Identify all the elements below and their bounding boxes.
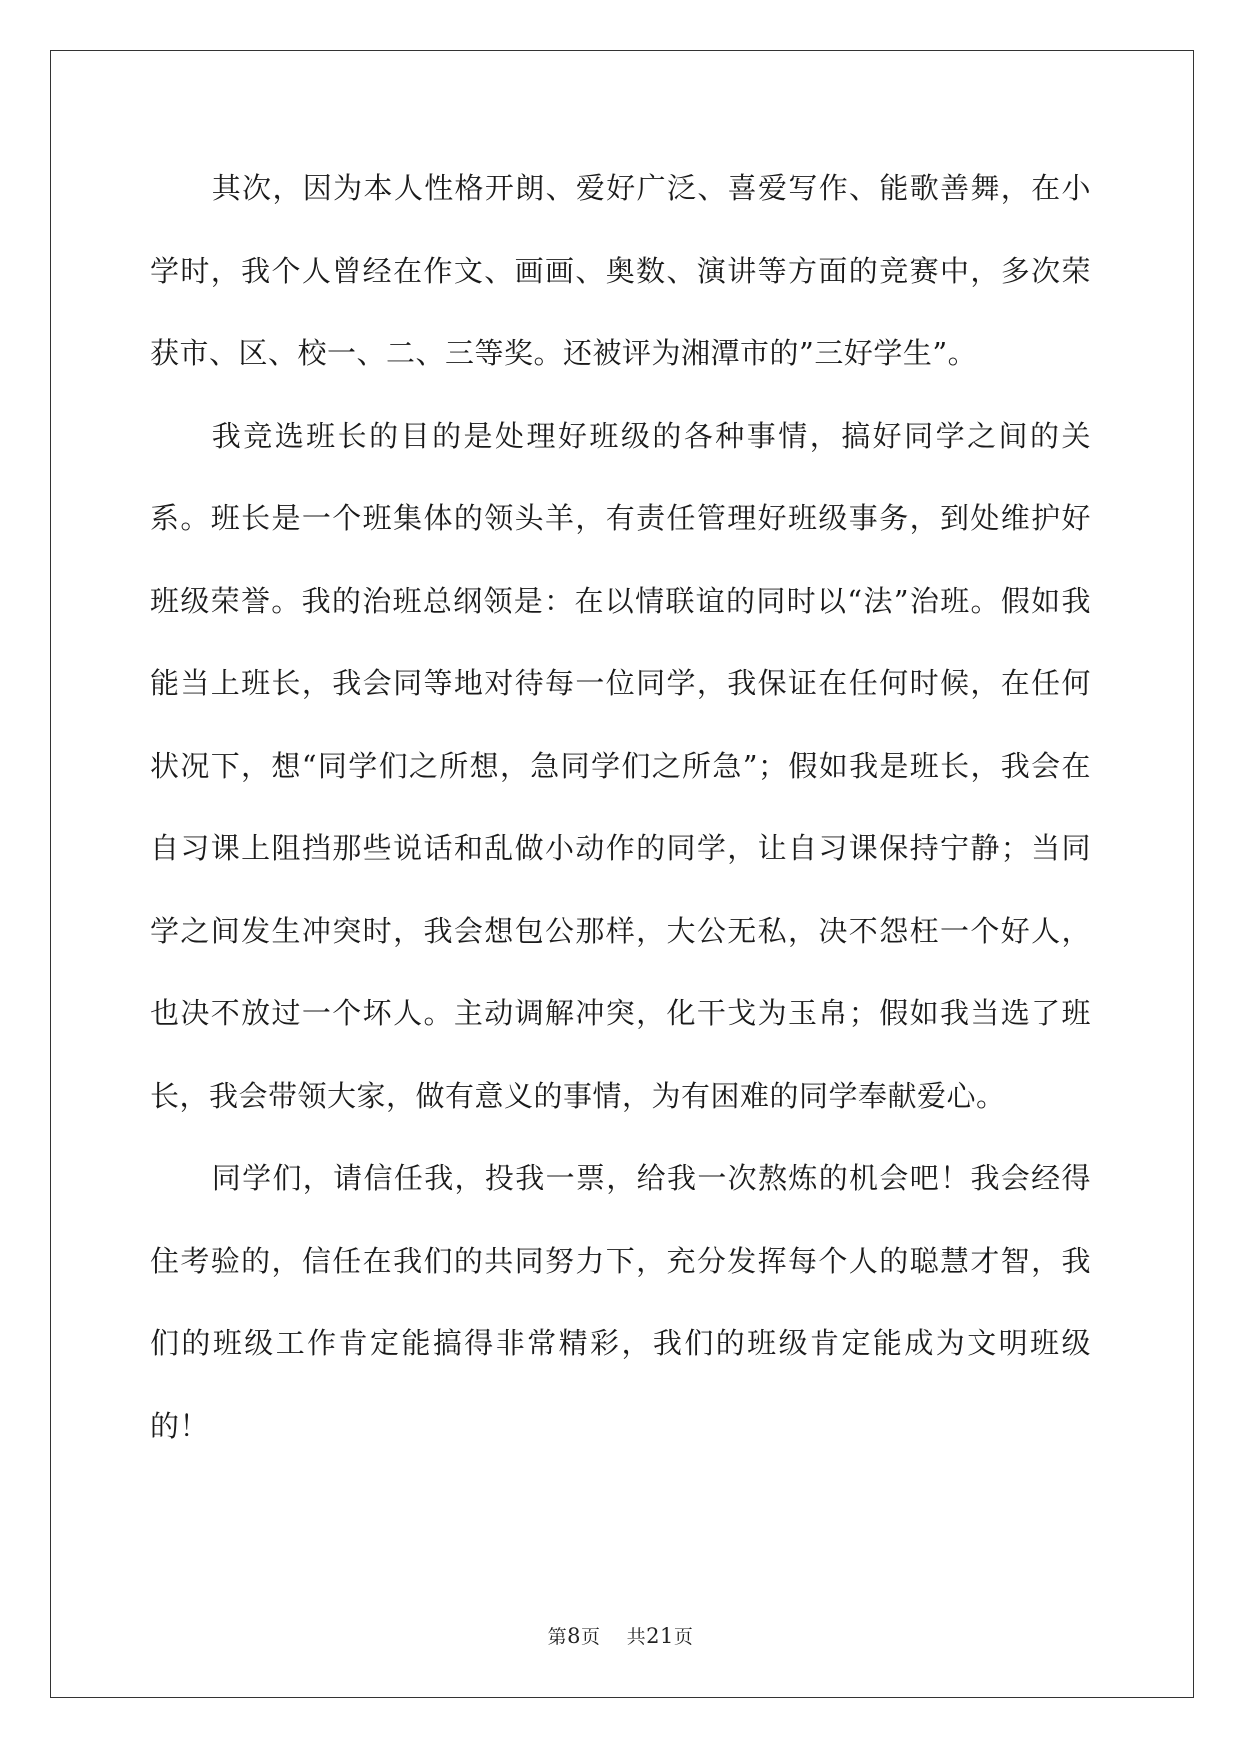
page-footer <box>0 1622 1241 1649</box>
document-body <box>150 147 1091 1467</box>
total-suffix: 页 <box>673 1626 694 1648</box>
page-suffix: 页 <box>580 1626 601 1648</box>
total-page-number: 21 <box>646 1624 674 1648</box>
current-page-number: 8 <box>567 1624 581 1648</box>
total-prefix: 共 <box>626 1626 647 1648</box>
page-prefix: 第 <box>547 1626 568 1648</box>
paragraph-3: 同学们，请信任我，投我一票，给我一次熬炼的机会吧！我会经得住考验的，信任在我们的共同努力下，充分发挥每个人的聪慧才智，我们的班级工作肯定能搞得非常精彩，我们的班级肯定能成为文明班级的！ <box>150 1161 1091 1443</box>
paragraph-1: 其次，因为本人性格开朗、爱好广泛、喜爱写作、能歌善舞，在小学时，我个人曾经在作文、画画、奥数、演讲等方面的竞赛中，多次荣获市、区、校一、二、三等奖。还被评为湘潭市的”三好学生”。 <box>150 171 1091 370</box>
paragraph-2: 我竞选班长的目的是处理好班级的各种事情，搞好同学之间的关系。班长是一个班集体的领头羊，有责任管理好班级事务，到处维护好班级荣誉。我的治班总纲领是：在以情联谊的同时以“法”治班。假如我能当上班长，我会同等地对待每一位同学，我保证在任何时候，在任何状况下，想“同学们之所想，急同学们之所急”；假如我是班长，我会在自习课上阻挡那些说话和乱做小动作的同学，让自习课保持宁静；当同学之间发生冲突时，我会想包公那样，大公无私，决不怨枉一个好人，也决不放过一个坏人。主动调解冲突，化干戈为玉帛；假如我当选了班长，我会带领大家，做有意义的事情，为有困难的同学奉献爱心。 <box>150 418 1091 1113</box>
